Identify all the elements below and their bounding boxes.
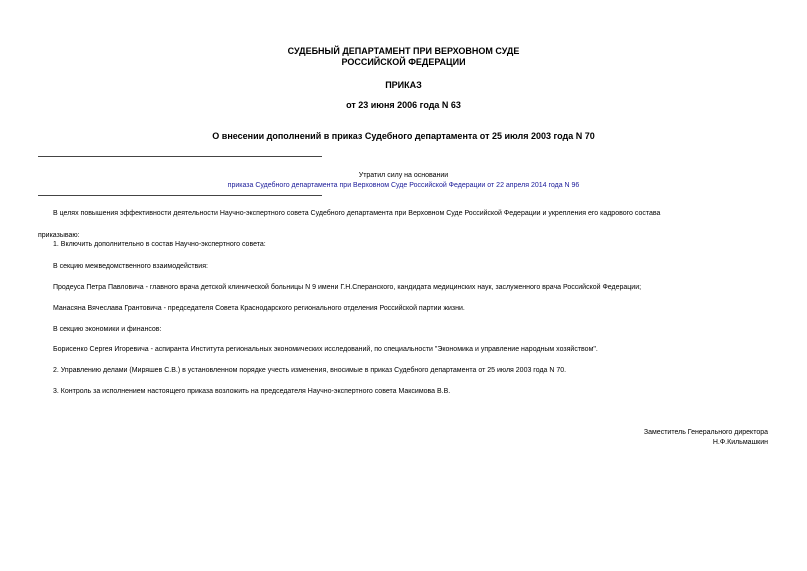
paragraph-3: 3. Контроль за исполнением настоящего приказа возложить на председателя Научно-экспертного совета Максимова В.В. xyxy=(53,388,451,395)
intro-paragraph: В целях повышения эффективности деятельности Научно-экспертного совета Судебного департамента при Верховном Суде Российской Федерации и укрепления его кадрового состава xyxy=(53,210,661,217)
member-borisenko: Борисенко Сергея Игоревича - аспиранта Института региональных экономических исследований, по специальности "Экономика и управление народным хозяйством". xyxy=(53,346,598,353)
member-manasyan: Манасяна Вячеслава Грантовича - председателя Совета Краснодарского регионального отделения Российской партии жизни. xyxy=(53,305,465,312)
signature-name: Н.Ф.Кильмашкин xyxy=(712,439,768,446)
doc-type: ПРИКАЗ xyxy=(385,80,422,90)
header-line-1: СУДЕБНЫЙ ДЕПАРТАМЕНТ ПРИ ВЕРХОВНОМ СУДЕ xyxy=(287,46,520,56)
repeal-order-link[interactable]: приказа Судебного департамента при Верховном Суде Российской Федерации от 22 апреля 2014 года N 96 xyxy=(227,182,580,189)
doc-subject: О внесении дополнений в приказ Судебного департамента от 25 июля 2003 года N 70 xyxy=(212,131,595,141)
paragraph-2: 2. Управлению делами (Миряшев С.В.) в установленном порядке учесть изменения, вносимые в приказ Судебного департамента от 25 июля 2003 года N 70. xyxy=(53,367,567,374)
divider-top xyxy=(38,156,322,157)
status-label: Утратил силу на основании xyxy=(358,172,449,179)
member-prodeus: Продеуса Петра Павловича - главного врача детской клинической больницы N 9 имени Г.Н.Сперанского, кандидата медицинских наук, заслуженного врача Российской Федерации; xyxy=(53,284,642,291)
section-interagency: В секцию межведомственного взаимодействия: xyxy=(53,263,208,270)
signature-position: Заместитель Генерального директора xyxy=(643,429,768,436)
header-line-2: РОССИЙСКОЙ ФЕДЕРАЦИИ xyxy=(341,57,466,67)
paragraph-1: 1. Включить дополнительно в состав Научно-экспертного совета: xyxy=(53,241,266,248)
section-economics: В секцию экономики и финансов: xyxy=(53,326,162,333)
doc-date-number: от 23 июня 2006 года N 63 xyxy=(346,100,461,110)
divider-bottom xyxy=(38,195,322,196)
order-word: приказываю: xyxy=(38,232,80,239)
